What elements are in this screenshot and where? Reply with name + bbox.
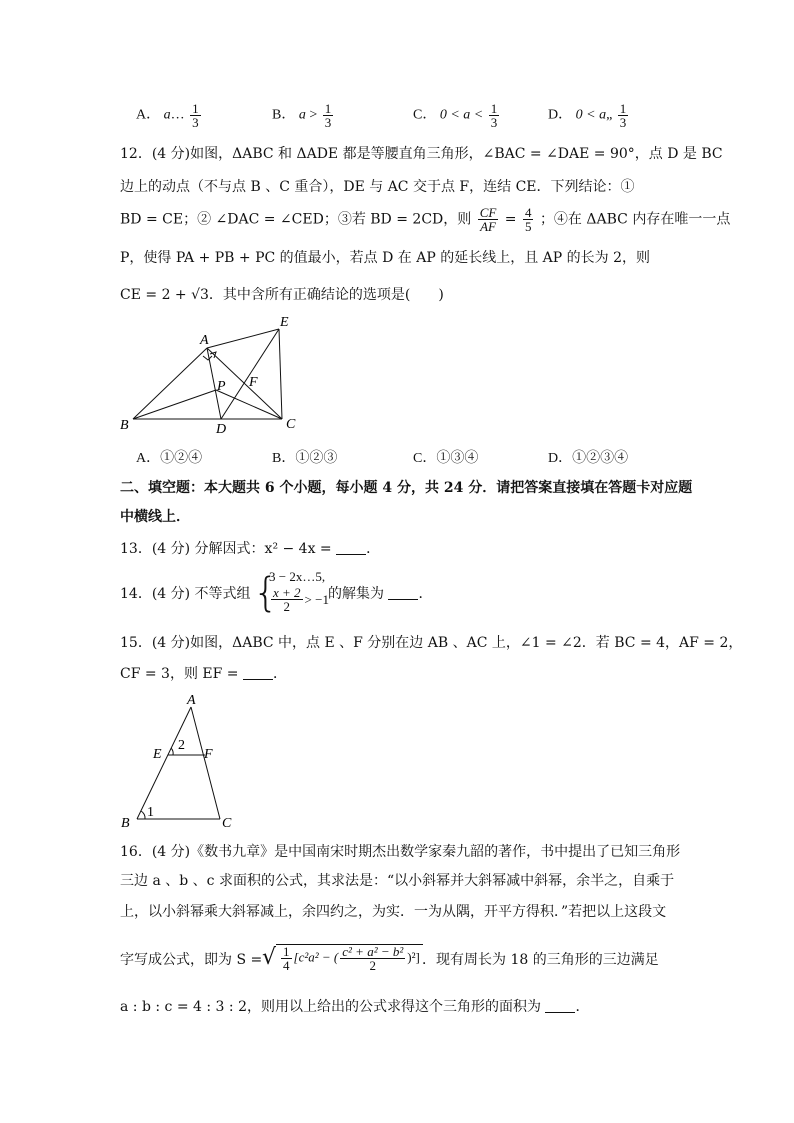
label-e: E (153, 747, 162, 762)
segment-ba (133, 348, 207, 419)
segment-pc (216, 390, 282, 419)
q13-answer-blank[interactable] (336, 542, 366, 555)
fraction-cosine: $\frac{\text{c² + a² − b²}}{2}$ (342, 944, 404, 973)
label-b: B (120, 418, 129, 433)
label-a: A (200, 333, 209, 348)
segment-bp (133, 390, 216, 419)
label-c: C (222, 816, 232, 831)
q16-line5: a : b : c = 4 : 3 : 2，则用以上给出的公式求得这个三角形的面积为 ． (120, 999, 590, 1015)
heron-formula: √ $\frac{1}{4}$ [c²a² − ( $\frac{\text{c² + a² − b²}}{2}$ )²] (262, 944, 423, 972)
fraction-cf-af: $\frac{CF}{AF}$ (479, 205, 497, 234)
label-f: F (249, 375, 258, 390)
q12-option-c[interactable]: C．①③④ (413, 451, 479, 466)
section2-heading-line1: 二、填空题：本大题共 6 个小题，每小题 4 分，共 24 分．请把答案直接填在答题卡对应题 (120, 480, 693, 496)
q12-figure (110, 312, 310, 442)
q12-line2: 边上的动点（不与点 B 、C 重合），DE 与 AC 交于点 F，连结 CE．下列结论：① (120, 179, 635, 195)
q12-line4: P，使得 PA + PB + PC 的值最小，若点 D 在 AP 的延长线上，且 AP 的长为 2，则 (120, 250, 651, 266)
fraction: $\frac{1}{3}$ (192, 101, 199, 130)
label-f: F (204, 747, 213, 762)
fraction-x-plus-2: $\frac{x + 2}{2}$ (273, 585, 301, 614)
inequality-row-2: $\frac{x + 2}{2}$ > −1 (273, 585, 329, 614)
q12-line3: BD = CE；② ∠DAC = ∠CED；③若 BD = 2CD，则 $\frac{CF}{AF}$ = $\frac{4}{5}$ ；④在 ΔABC 内存在唯一一点 (120, 205, 731, 234)
angle-2-arc (171, 748, 173, 755)
q11-option-b[interactable]: B． a > $\frac{1}{3}$ (272, 101, 332, 130)
q12-option-b[interactable]: B．①②③ (272, 451, 338, 466)
q12-line1: 12．(4 分)如图，ΔABC 和 ΔADE 都是等腰直角三角形，∠BAC = ∠DAE = 90°，点 D 是 BC (120, 146, 723, 162)
label-c: C (286, 417, 296, 432)
q16-line4: 字写成公式，即为 S = √ $\frac{1}{4}$ [c²a² − ( $\frac{\text{c² + a² − b²}}{2}$ )²] ．现有周长为 18 的三角形的三边满足 (120, 944, 659, 973)
brace-icon: { (253, 570, 279, 616)
label-e: E (280, 315, 289, 330)
fraction-4-5: $\frac{4}{5}$ (524, 205, 532, 234)
q15-figure (115, 692, 245, 832)
q12-option-a[interactable]: A．①②④ (136, 451, 203, 466)
q11-option-d[interactable]: D． 0 < a„ $\frac{1}{3}$ (548, 101, 627, 130)
angle-1-arc (141, 811, 145, 819)
segment-ac (191, 707, 220, 819)
fraction: $\frac{1}{3}$ (490, 101, 498, 130)
fraction-1-4: $\frac{1}{4}$ (283, 944, 290, 973)
section2-heading-line2: 中横线上． (120, 509, 190, 525)
q15-line2: CF = 3，则 EF = ． (120, 666, 287, 682)
angle-label-2: 2 (178, 738, 185, 753)
angle-label-1: 1 (147, 805, 154, 820)
fraction: $\frac{1}{3}$ (619, 101, 627, 130)
q13: 13．(4 分) 分解因式：x² − 4x = ． (120, 541, 381, 557)
q16-line3: 上，以小斜幂乘大斜幂减上，余四约之，为实．一为从隅，开平方得积．”若把以上这段文 (120, 904, 667, 920)
label-d: D (216, 422, 227, 437)
q11-option-a[interactable]: A． a… $\frac{1}{3}$ (136, 101, 199, 130)
q15-answer-blank[interactable] (243, 667, 273, 680)
label-a: A (187, 693, 196, 708)
sqrt-icon: √ (262, 945, 277, 970)
inequality-row-1: 3 − 2x…5, (269, 569, 326, 584)
label-b: B (121, 816, 130, 831)
q16-line1: 16．(4 分)《数书九章》是中国南宋时期杰出数学家秦九韶的著作，书中提出了已知三角形 (120, 844, 681, 860)
right-angle-mark-2 (203, 356, 212, 360)
q16-line2: 三边 a 、b 、c 求面积的公式，其求法是：“以小斜幂并大斜幂减中斜幂，余半之，自乘于 (120, 873, 675, 889)
fraction: $\frac{1}{3}$ (324, 101, 332, 130)
q12-option-d[interactable]: D．①②③④ (548, 451, 629, 466)
q14: 14．(4 分) 不等式组 { 3 − 2x…5, $\frac{x + 2}{2}$ > −1 的解集为 ． (120, 569, 433, 616)
q15-line1: 15．(4 分)如图，ΔABC 中，点 E 、F 分别在边 AB 、AC 上，∠1 = ∠2．若 BC = 4，AF = 2， (120, 635, 743, 651)
label-p: P (217, 379, 226, 394)
segment-ec (279, 329, 282, 419)
segment-ba (137, 707, 191, 819)
q16-answer-blank[interactable] (545, 1000, 575, 1013)
q12-line5: CE = 2 + √3．其中含所有正确结论的选项是( ) (120, 287, 444, 303)
q11-option-c[interactable]: C． 0 < a < $\frac{1}{3}$ (413, 101, 498, 130)
q14-answer-blank[interactable] (388, 587, 418, 600)
